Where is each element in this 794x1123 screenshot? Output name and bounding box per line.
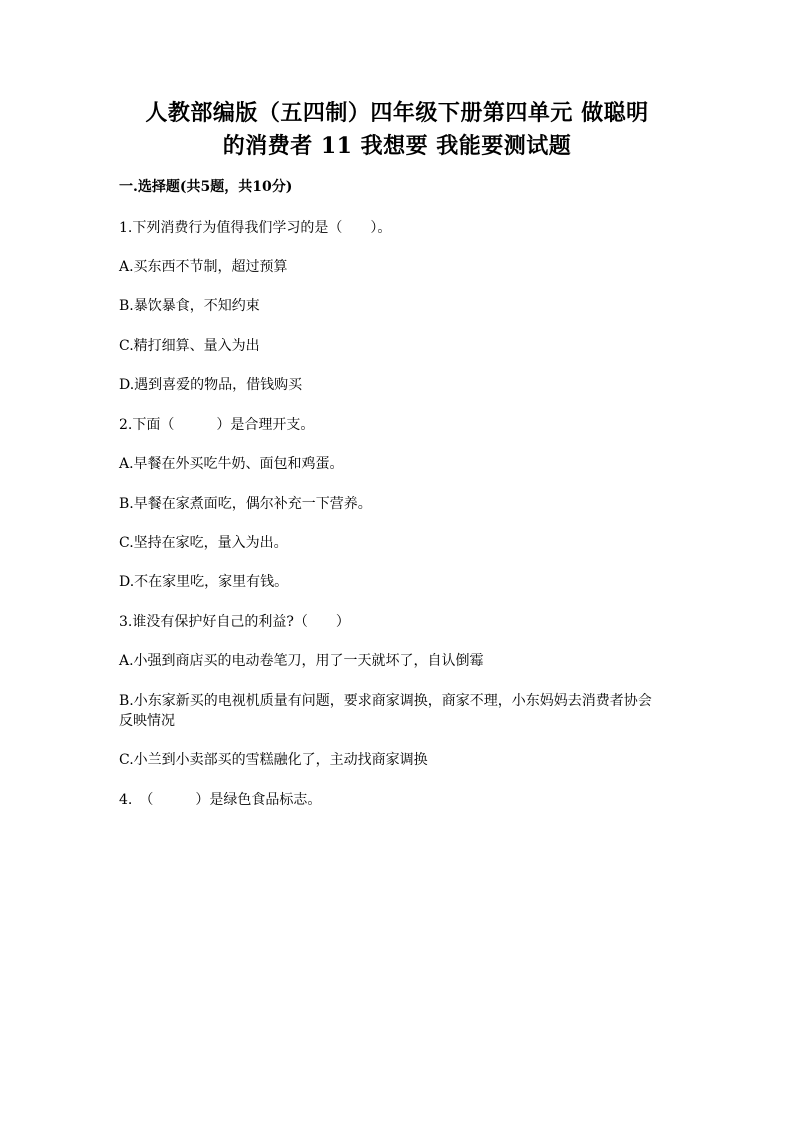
question-2-option-a: A.早餐在外买吃牛奶、面包和鸡蛋。 (119, 456, 344, 472)
question-1-option-a: A.买东西不节制，超过预算 (119, 259, 288, 275)
document-title-line-1: 人教部编版（五四制）四年级下册第四单元 做聪明 (145, 100, 649, 126)
question-1-option-c: C.精打细算、量入为出 (119, 338, 260, 354)
question-2-stem: 2.下面（ ）是合理开支。 (119, 417, 315, 433)
question-2-option-c: C.坚持在家吃，量入为出。 (119, 535, 288, 551)
question-3-option-a: A.小强到商店买的电动卷笔刀，用了一天就坏了，自认倒霉 (119, 653, 484, 669)
question-4-stem: 4. （ ）是绿色食品标志。 (119, 792, 322, 808)
question-1-option-b: B.暴饮暴食，不知约束 (119, 298, 260, 314)
question-3-option-c: C.小兰到小卖部买的雪糕融化了，主动找商家调换 (119, 752, 428, 768)
question-1-stem: 1.下列消费行为值得我们学习的是（ ）。 (119, 220, 392, 236)
question-3-stem: 3.谁没有保护好自己的利益?（ ） (119, 614, 350, 630)
question-2-option-d: D.不在家里吃，家里有钱。 (119, 574, 289, 590)
section-heading: 一.选择题(共5题，共10分) (119, 179, 293, 195)
question-1-option-d: D.遇到喜爱的物品，借钱购买 (119, 377, 303, 393)
question-2-option-b: B.早餐在家煮面吃，偶尔补充一下营养。 (119, 496, 372, 512)
question-3-option-b: B.小东家新买的电视机质量有问题，要求商家调换，商家不理，小东妈妈去消费者协会反映情况 (119, 693, 652, 729)
document-title-line-2: 的消费者 11 我想要 我能要测试题 (222, 133, 572, 159)
